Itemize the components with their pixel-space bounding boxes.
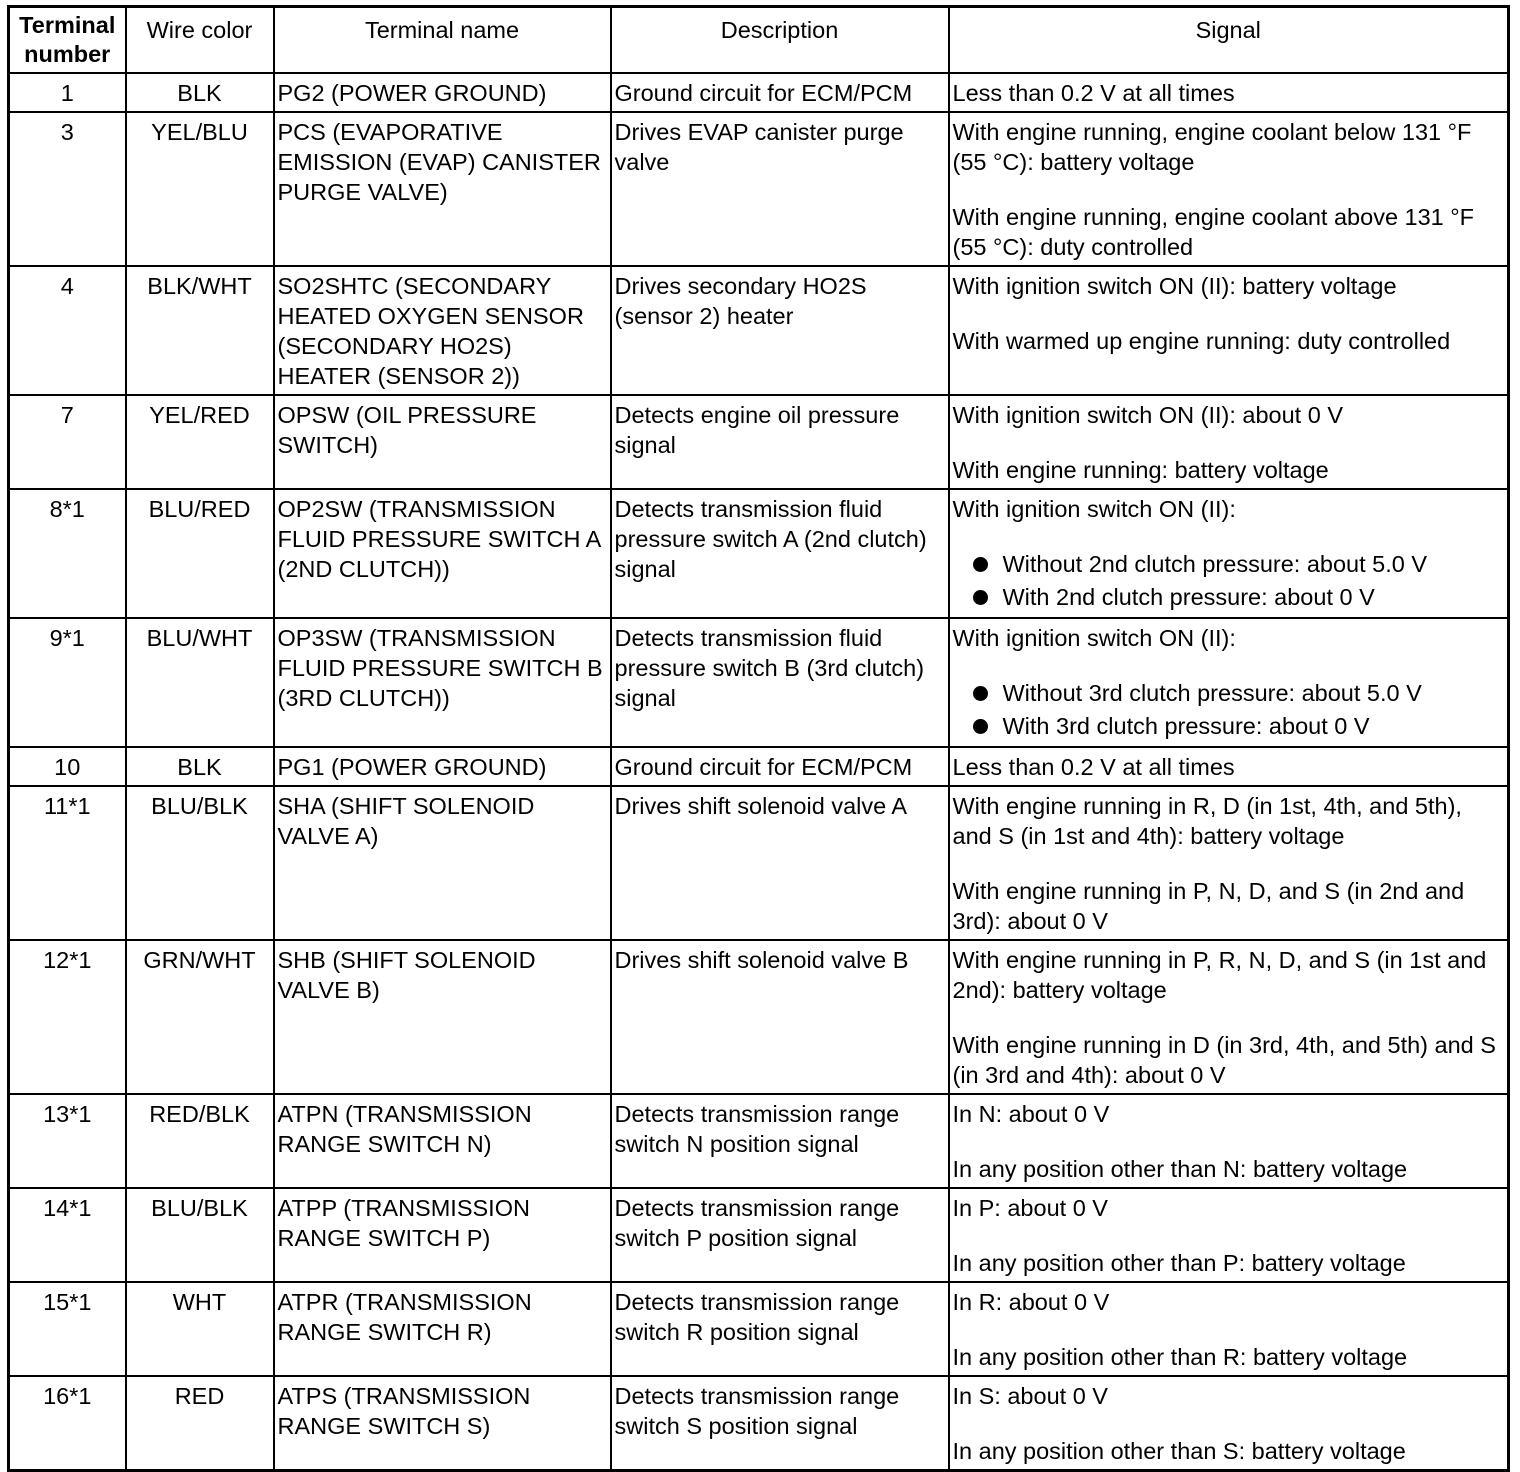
wire-color-cell: BLK: [126, 747, 274, 786]
table-row: [9, 618, 1509, 747]
signal-line: In any position other than S: battery voltage: [952, 1437, 1406, 1464]
signal-line: Less than 0.2 V at all times: [952, 753, 1235, 780]
table-row: [9, 489, 1509, 618]
table-row: [9, 1188, 1509, 1282]
bullet-dot-icon: [973, 719, 988, 734]
signal-bullet-item: [971, 677, 1505, 710]
signal-line: In any position other than R: battery voltage: [952, 1343, 1408, 1370]
signal-line: In any position other than P: battery voltage: [952, 1249, 1406, 1276]
header-wire-color: Wire color: [126, 7, 274, 73]
signal-cell: [949, 489, 1509, 618]
header-signal: Signal: [949, 7, 1509, 73]
signal-cell: [949, 112, 1509, 266]
header-row: [9, 7, 1509, 73]
signal-line: With ignition switch ON (II): battery voltage: [952, 272, 1397, 299]
terminal-number-cell: 12*1: [9, 940, 126, 1094]
signal-cell: [949, 940, 1509, 1094]
header-terminal-name: Terminal name: [274, 7, 611, 73]
terminal-name-cell: PCS (EVAPORATIVE EMISSION (EVAP) CANISTER PURGE VALVE): [274, 112, 611, 266]
table-row: [9, 1094, 1509, 1188]
signal-cell: [949, 747, 1509, 786]
description-cell: Detects transmission fluid pressure switch B (3rd clutch) signal: [611, 618, 949, 747]
wire-color-cell: GRN/WHT: [126, 940, 274, 1094]
signal-line: With engine running in P, R, N, D, and S (in 1st and 2nd): battery voltage: [952, 946, 1487, 1003]
wire-color-cell: WHT: [126, 1282, 274, 1376]
signal-line: In S: about 0 V: [952, 1382, 1108, 1409]
signal-cell: [949, 1094, 1509, 1188]
terminal-number-cell: 1: [9, 73, 126, 112]
description-cell: Drives secondary HO2S (sensor 2) heater: [611, 266, 949, 395]
wire-color-cell: BLU/BLK: [126, 786, 274, 940]
table-body: [9, 73, 1509, 1471]
description-cell: Detects transmission range switch N position signal: [611, 1094, 949, 1188]
terminal-name-cell: ATPS (TRANSMISSION RANGE SWITCH S): [274, 1376, 611, 1471]
terminal-number-cell: 7: [9, 395, 126, 489]
wire-color-cell: YEL/BLU: [126, 112, 274, 266]
table-row: [9, 266, 1509, 395]
header-description: Description: [611, 7, 949, 73]
signal-cell: [949, 1188, 1509, 1282]
terminal-name-cell: OP2SW (TRANSMISSION FLUID PRESSURE SWITCH A (2ND CLUTCH)): [274, 489, 611, 618]
bullet-dot-icon: [973, 686, 988, 701]
signal-line: With warmed up engine running: duty controlled: [952, 327, 1451, 354]
terminal-name-cell: SHB (SHIFT SOLENOID VALVE B): [274, 940, 611, 1094]
wire-color-cell: BLU/RED: [126, 489, 274, 618]
description-cell: Drives shift solenoid valve A: [611, 786, 949, 940]
description-cell: Detects transmission range switch R position signal: [611, 1282, 949, 1376]
terminal-name-cell: ATPN (TRANSMISSION RANGE SWITCH N): [274, 1094, 611, 1188]
bullet-dot-icon: [973, 557, 988, 572]
signal-cell: [949, 73, 1509, 112]
terminal-number-cell: 8*1: [9, 489, 126, 618]
signal-line: With ignition switch ON (II):: [952, 624, 1236, 651]
terminal-table-container: [7, 5, 1510, 1472]
terminal-number-cell: 10: [9, 747, 126, 786]
terminal-name-cell: OP3SW (TRANSMISSION FLUID PRESSURE SWITCH B (3RD CLUTCH)): [274, 618, 611, 747]
wire-color-cell: BLK: [126, 73, 274, 112]
terminal-number-cell: 13*1: [9, 1094, 126, 1188]
signal-cell: [949, 395, 1509, 489]
signal-line: With engine running in D (in 3rd, 4th, and 5th) and S (in 3rd and 4th): about 0 V: [952, 1031, 1496, 1088]
terminal-name-cell: SHA (SHIFT SOLENOID VALVE A): [274, 786, 611, 940]
signal-bullet-text: Without 3rd clutch pressure: about 5.0 V: [1002, 679, 1422, 706]
description-cell: Detects transmission fluid pressure switch A (2nd clutch) signal: [611, 489, 949, 618]
terminal-name-cell: PG1 (POWER GROUND): [274, 747, 611, 786]
terminal-table: [7, 5, 1510, 1472]
description-cell: Drives shift solenoid valve B: [611, 940, 949, 1094]
terminal-number-cell: 16*1: [9, 1376, 126, 1471]
terminal-number-cell: 15*1: [9, 1282, 126, 1376]
header-terminal-number: Terminal number: [9, 7, 126, 73]
wire-color-cell: RED/BLK: [126, 1094, 274, 1188]
signal-line: With engine running, engine coolant below 131 °F (55 °C): battery voltage: [952, 118, 1472, 175]
signal-bullet-text: With 2nd clutch pressure: about 0 V: [1002, 583, 1375, 610]
wire-color-cell: RED: [126, 1376, 274, 1471]
signal-bullet-list: [971, 548, 1505, 614]
signal-line: In N: about 0 V: [952, 1100, 1110, 1127]
signal-cell: [949, 786, 1509, 940]
description-cell: Detects transmission range switch S position signal: [611, 1376, 949, 1471]
signal-line: With engine running: battery voltage: [952, 456, 1329, 483]
signal-cell: [949, 266, 1509, 395]
table-row: [9, 112, 1509, 266]
terminal-number-cell: 4: [9, 266, 126, 395]
signal-line: In any position other than N: battery voltage: [952, 1155, 1408, 1182]
signal-bullet-text: Without 2nd clutch pressure: about 5.0 V: [1002, 550, 1428, 577]
signal-line: With ignition switch ON (II): about 0 V: [952, 401, 1344, 428]
signal-bullet-item: [971, 581, 1505, 614]
signal-line: With ignition switch ON (II):: [952, 495, 1236, 522]
signal-bullet-item: [971, 710, 1505, 743]
signal-line: Less than 0.2 V at all times: [952, 79, 1235, 106]
terminal-name-cell: OPSW (OIL PRESSURE SWITCH): [274, 395, 611, 489]
signal-line: With engine running, engine coolant above 131 °F (55 °C): duty controlled: [952, 203, 1475, 260]
description-cell: Detects engine oil pressure signal: [611, 395, 949, 489]
terminal-name-cell: PG2 (POWER GROUND): [274, 73, 611, 112]
table-row: [9, 1282, 1509, 1376]
signal-bullet-text: With 3rd clutch pressure: about 0 V: [1002, 712, 1370, 739]
table-row: [9, 786, 1509, 940]
table-row: [9, 747, 1509, 786]
signal-bullet-item: [971, 548, 1505, 581]
signal-cell: [949, 1376, 1509, 1471]
terminal-name-cell: SO2SHTC (SECONDARY HEATED OXYGEN SENSOR (SECONDARY HO2S) HEATER (SENSOR 2)): [274, 266, 611, 395]
terminal-number-cell: 11*1: [9, 786, 126, 940]
signal-cell: [949, 618, 1509, 747]
table-row: [9, 73, 1509, 112]
signal-line: In R: about 0 V: [952, 1288, 1110, 1315]
signal-cell: [949, 1282, 1509, 1376]
terminal-number-cell: 3: [9, 112, 126, 266]
wire-color-cell: BLK/WHT: [126, 266, 274, 395]
description-cell: Drives EVAP canister purge valve: [611, 112, 949, 266]
terminal-number-cell: 9*1: [9, 618, 126, 747]
table-row: [9, 395, 1509, 489]
terminal-number-cell: 14*1: [9, 1188, 126, 1282]
description-cell: Detects transmission range switch P position signal: [611, 1188, 949, 1282]
terminal-name-cell: ATPR (TRANSMISSION RANGE SWITCH R): [274, 1282, 611, 1376]
bullet-dot-icon: [973, 590, 988, 605]
table-row: [9, 940, 1509, 1094]
signal-line: With engine running in R, D (in 1st, 4th, and 5th), and S (in 1st and 4th): battery voltage: [952, 792, 1462, 849]
wire-color-cell: BLU/WHT: [126, 618, 274, 747]
table-row: [9, 1376, 1509, 1471]
terminal-name-cell: ATPP (TRANSMISSION RANGE SWITCH P): [274, 1188, 611, 1282]
description-cell: Ground circuit for ECM/PCM: [611, 747, 949, 786]
signal-line: With engine running in P, N, D, and S (in 2nd and 3rd): about 0 V: [952, 877, 1465, 934]
signal-bullet-list: [971, 677, 1505, 743]
wire-color-cell: YEL/RED: [126, 395, 274, 489]
wire-color-cell: BLU/BLK: [126, 1188, 274, 1282]
description-cell: Ground circuit for ECM/PCM: [611, 73, 949, 112]
signal-line: In P: about 0 V: [952, 1194, 1108, 1221]
